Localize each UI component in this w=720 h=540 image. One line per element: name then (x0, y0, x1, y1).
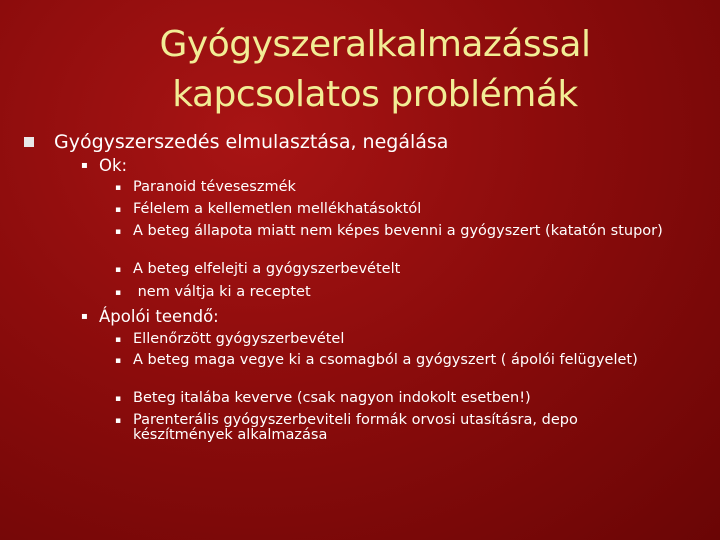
list-item (115, 179, 673, 195)
square-bullet-icon (24, 137, 34, 147)
list-item-text: A beteg elfelejti a gyógyszerbevételt (133, 261, 401, 277)
square-bullet-icon: ▪ (115, 227, 122, 237)
list-item-text: Parenterális gyógyszerbeviteli formák orvosi utasításra, depo készítmények alkalmazása (133, 412, 578, 443)
slide-title (90, 20, 660, 120)
section-heading-ok (81, 155, 128, 177)
square-bullet-icon: ▪ (115, 183, 122, 193)
list-item (115, 412, 673, 443)
square-bullet-icon: ▪ (115, 335, 122, 345)
square-bullet-icon: ▪ (115, 416, 122, 426)
section-heading-text: Ápolói teendő: (99, 307, 219, 326)
list-item (115, 352, 673, 368)
list-item (115, 331, 673, 347)
list-item-text: Paranoid téveseszmék (133, 179, 296, 195)
list-item-text: Félelem a kellemetlen mellékhatásoktól (133, 201, 422, 217)
list-item-text: A beteg állapota miatt nem képes bevenni a gyógyszert (katatón stupor) (133, 223, 663, 239)
square-bullet-icon: ▪ (115, 205, 122, 215)
list-item-text: A beteg maga vegye ki a csomagból a gyógyszert ( ápolói felügyelet) (133, 352, 638, 368)
square-bullet-icon: ▪ (115, 288, 122, 298)
section-heading-text: Ok: (99, 156, 128, 175)
main-point-text: Gyógyszerszedés elmulasztása, negálása (54, 131, 449, 153)
section-heading-apoloi-teendo (81, 306, 219, 328)
list-item-text: nem váltja ki a receptet (133, 284, 311, 300)
square-bullet-icon: ▪ (81, 311, 88, 322)
list-item (115, 223, 673, 239)
list-item-text: Beteg italába keverve (csak nagyon indokolt esetben!) (133, 390, 531, 406)
main-point (54, 129, 448, 155)
list-item (115, 201, 673, 217)
title-line-1: Gyógyszeralkalmazással (159, 24, 591, 65)
square-bullet-icon: ▪ (81, 160, 88, 171)
list-item (115, 261, 673, 277)
square-bullet-icon: ▪ (115, 265, 122, 275)
list-item (115, 284, 673, 300)
square-bullet-icon: ▪ (115, 394, 122, 404)
square-bullet-icon: ▪ (115, 356, 122, 366)
list-item-text: Ellenőrzött gyógyszerbevétel (133, 331, 345, 347)
title-line-2: kapcsolatos problémák (172, 74, 578, 115)
list-item (115, 390, 673, 406)
